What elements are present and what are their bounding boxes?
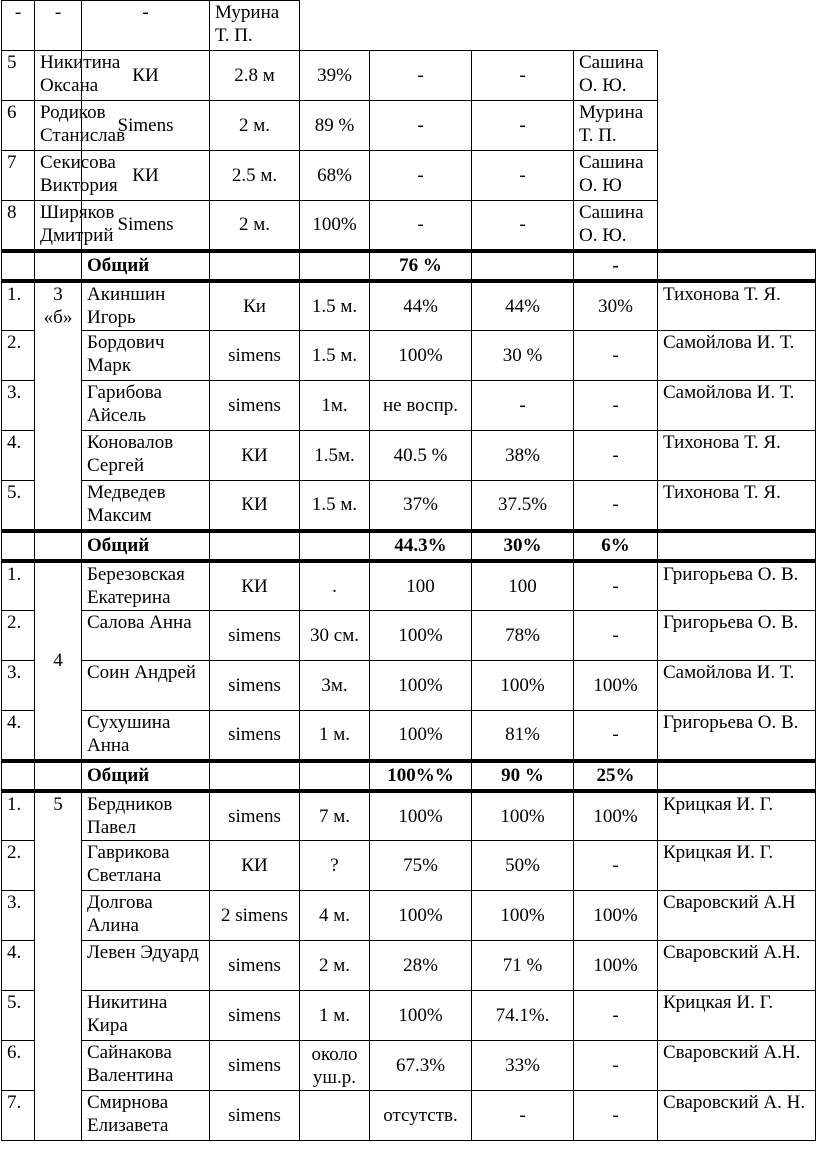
empty-cell [370,1,472,51]
result-b-cell: 74.1%. [472,991,574,1041]
result-a-cell: 75% [370,841,472,891]
number-cell: 2. [2,331,35,381]
duration-cell: 2 м. [210,101,300,151]
name-cell: Смирнова Елизавета [82,1091,210,1141]
teacher-cell: Григорьева О. В. [658,711,816,761]
teacher-cell: Сашина О. Ю. [574,51,658,101]
device-cell [210,251,300,281]
name-cell: Ширяков Дмитрий [35,201,82,251]
device-cell: КИ [210,561,300,611]
device-cell: simens [210,611,300,661]
result-b-cell: - [370,101,472,151]
result-b-cell: 100% [472,791,574,841]
result-b-cell: - [370,201,472,251]
result-b-cell: 38% [472,431,574,481]
teacher-cell: Сваровский А.Н. [658,941,816,991]
device-cell [210,761,300,791]
teacher-cell: Сваровский А.Н [658,891,816,941]
result-c-cell: - [574,481,658,531]
result-c-cell: - [574,841,658,891]
device-cell: simens [210,991,300,1041]
result-b-cell: 78% [472,611,574,661]
number-cell: 4. [2,941,35,991]
table-row [2,711,816,761]
teacher-cell [658,251,816,281]
result-a-cell: 100% [370,791,472,841]
results-table [1,0,816,1141]
teacher-cell: Крицкая И. Г. [658,991,816,1041]
result-a-cell: 67.3% [370,1041,472,1091]
device-cell: Simens [82,201,210,251]
teacher-cell: Тихонова Т. Я. [658,281,816,331]
teacher-cell: Тихонова Т. Я. [658,431,816,481]
result-b-cell: 100% [472,891,574,941]
summary-label: Общий [82,251,210,281]
grade-cell [35,531,82,561]
duration-cell: . [300,561,370,611]
result-c-cell: - [574,431,658,481]
device-cell: simens [210,661,300,711]
name-cell: Никитина Кира [82,991,210,1041]
result-b-cell: 37.5% [472,481,574,531]
name-cell: - [82,1,210,51]
duration-cell: 2 м. [210,201,300,251]
result-b-cell: 90 % [472,761,574,791]
device-cell: КИ [210,841,300,891]
number-cell: 8 [2,201,35,251]
result-a-cell: не воспр. [370,381,472,431]
number-cell: 6. [2,1041,35,1091]
result-c-cell: - [472,51,574,101]
number-cell: 1. [2,281,35,331]
number-cell: 5 [2,51,35,101]
number-cell [2,251,35,281]
number-cell: 2. [2,611,35,661]
result-c-cell: - [472,101,574,151]
teacher-cell: Тихонова Т. Я. [658,481,816,531]
number-cell [2,761,35,791]
name-cell: Родиков Станислав [35,101,82,151]
result-c-cell: - [574,381,658,431]
result-a-cell: 28% [370,941,472,991]
result-a-cell: 39% [300,51,370,101]
result-c-cell: - [472,151,574,201]
number-cell: 2. [2,841,35,891]
number-cell: 5. [2,481,35,531]
table-row [2,661,816,711]
empty-cell [472,1,574,51]
result-a-cell: 89 % [300,101,370,151]
number-cell: 3. [2,381,35,431]
duration-cell: 4 м. [300,891,370,941]
name-cell: Березовская Екатерина [82,561,210,611]
teacher-cell: Сашина О. Ю. [574,201,658,251]
teacher-cell: Мурина Т. П. [574,101,658,151]
result-c-cell: 100% [574,791,658,841]
result-c-cell: - [574,251,658,281]
result-c-cell: 100% [574,891,658,941]
result-c-cell: - [574,711,658,761]
duration-cell: ? [300,841,370,891]
table-body [2,1,816,1141]
summary-label: Общий [82,531,210,561]
result-b-cell: 30% [472,531,574,561]
table-row [2,611,816,661]
teacher-cell: Самойлова И. Т. [658,331,816,381]
device-cell [210,531,300,561]
device-cell: КИ [82,51,210,101]
summary-label: Общий [82,761,210,791]
teacher-cell [658,761,816,791]
result-a-cell: 37% [370,481,472,531]
name-cell: Секисова Виктория [35,151,82,201]
duration-cell: 2.5 м. [210,151,300,201]
result-b-cell [472,251,574,281]
duration-cell: 1.5м. [300,431,370,481]
duration-cell: 7 м. [300,791,370,841]
name-cell: Соин Андрей [82,661,210,711]
table-row [2,891,816,941]
result-b-cell: 44% [472,281,574,331]
table-row [2,561,816,611]
name-cell: Акиншин Игорь [82,281,210,331]
summary-row [2,761,816,791]
result-c-cell: - [574,561,658,611]
duration-cell: 1.5 м. [300,281,370,331]
result-c-cell: 100% [574,661,658,711]
duration-cell: 2.8 м [210,51,300,101]
result-b-cell: 100% [472,661,574,711]
summary-row [2,531,816,561]
result-a-cell: 100% [370,331,472,381]
duration-cell: 3м. [300,661,370,711]
number-cell: 1. [2,791,35,841]
device-cell: Мурина Т. П. [210,1,300,51]
device-cell: simens [210,331,300,381]
table-row [2,991,816,1041]
teacher-cell: Григорьева О. В. [658,561,816,611]
table-row [2,201,816,251]
teacher-cell: Самойлова И. Т. [658,381,816,431]
name-cell: Никитина Оксана [35,51,82,101]
teacher-cell: Самойлова И. Т. [658,661,816,711]
teacher-cell: Крицкая И. Г. [658,791,816,841]
table-row [2,51,816,101]
result-c-cell: - [472,201,574,251]
number-cell: 6 [2,101,35,151]
grade-cell [35,761,82,791]
number-cell [2,531,35,561]
result-a-cell: отсутств. [370,1091,472,1141]
name-cell: Сухушина Анна [82,711,210,761]
table-row [2,381,816,431]
number-cell: 4. [2,431,35,481]
number-cell: 3. [2,891,35,941]
empty-cell [658,1,816,51]
result-a-cell: 100% [370,991,472,1041]
grade-cell: - [35,1,82,51]
device-cell: КИ [210,431,300,481]
number-cell: 1. [2,561,35,611]
table-row [2,1041,816,1091]
result-b-cell: 50% [472,841,574,891]
table-row [2,331,816,381]
device-cell: КИ [210,481,300,531]
result-a-cell: 100%% [370,761,472,791]
number-cell: 7. [2,1091,35,1141]
result-b-cell: 81% [472,711,574,761]
result-a-cell: 44% [370,281,472,331]
result-a-cell: 100% [300,201,370,251]
result-c-cell: - [574,1091,658,1141]
result-c-cell: 6% [574,531,658,561]
duration-cell: около уш.р. [300,1041,370,1091]
device-cell: Ки [210,281,300,331]
duration-cell [300,531,370,561]
device-cell: simens [210,941,300,991]
result-b-cell: - [370,151,472,201]
number-cell: - [2,1,35,51]
grade-cell: 4 [35,561,82,761]
device-cell: simens [210,711,300,761]
result-c-cell: - [574,611,658,661]
table-row [2,1091,816,1141]
result-a-cell: 100% [370,891,472,941]
name-cell: Бордович Марк [82,331,210,381]
number-cell: 4. [2,711,35,761]
table-row [2,791,816,841]
table-row [2,481,816,531]
name-cell: Коновалов Сергей [82,431,210,481]
table-row-top [2,1,816,51]
result-a-cell: 100% [370,711,472,761]
table-row [2,941,816,991]
duration-cell: 1 м. [300,991,370,1041]
name-cell: Медведев Максим [82,481,210,531]
duration-cell: 1.5 м. [300,481,370,531]
teacher-cell: Григорьева О. В. [658,611,816,661]
device-cell: КИ [82,151,210,201]
result-c-cell: - [574,991,658,1041]
result-a-cell: 40.5 % [370,431,472,481]
name-cell: Гарибова Айсель [82,381,210,431]
result-c-cell: 100% [574,941,658,991]
result-b-cell: - [472,381,574,431]
duration-cell [300,761,370,791]
name-cell: Гаврикова Светлана [82,841,210,891]
number-cell: 5. [2,991,35,1041]
device-cell: simens [210,1041,300,1091]
device-cell: simens [210,1091,300,1141]
name-cell: Сайнакова Валентина [82,1041,210,1091]
result-b-cell: 71 % [472,941,574,991]
duration-cell: 1м. [300,381,370,431]
table-row [2,151,816,201]
result-a-cell: 100 [370,561,472,611]
duration-cell [300,251,370,281]
result-a-cell: 44.3% [370,531,472,561]
result-a-cell: 100% [370,611,472,661]
result-a-cell: 68% [300,151,370,201]
device-cell: simens [210,381,300,431]
device-cell: Simens [82,101,210,151]
duration-cell [300,1091,370,1141]
result-b-cell: 30 % [472,331,574,381]
result-b-cell: - [370,51,472,101]
name-cell: Бердников Павел [82,791,210,841]
duration-cell: 1 м. [300,711,370,761]
result-a-cell: 100% [370,661,472,711]
result-c-cell: 30% [574,281,658,331]
teacher-cell: Сашина О. Ю [574,151,658,201]
table-row [2,101,816,151]
teacher-cell [658,531,816,561]
device-cell: simens [210,791,300,841]
device-cell: 2 simens [210,891,300,941]
result-b-cell: - [472,1091,574,1141]
teacher-cell: Сваровский А.Н. [658,1041,816,1091]
result-a-cell: 76 % [370,251,472,281]
result-b-cell: 100 [472,561,574,611]
table-row [2,841,816,891]
result-c-cell: - [574,331,658,381]
result-b-cell: 33% [472,1041,574,1091]
table-row [2,431,816,481]
empty-cell [574,1,658,51]
table-row [2,281,816,331]
teacher-cell: Крицкая И. Г. [658,841,816,891]
grade-cell: 5 [35,791,82,1141]
empty-cell [300,1,370,51]
grade-cell: 3 «б» [35,281,82,531]
name-cell: Салова Анна [82,611,210,661]
name-cell: Долгова Алина [82,891,210,941]
teacher-cell: Сваровский А. Н. [658,1091,816,1141]
name-cell: Левен Эдуард [82,941,210,991]
duration-cell: 30 см. [300,611,370,661]
result-c-cell: 25% [574,761,658,791]
duration-cell: 2 м. [300,941,370,991]
result-c-cell: - [574,1041,658,1091]
number-cell: 3. [2,661,35,711]
duration-cell: 1.5 м. [300,331,370,381]
summary-row [2,251,816,281]
grade-cell [35,251,82,281]
number-cell: 7 [2,151,35,201]
